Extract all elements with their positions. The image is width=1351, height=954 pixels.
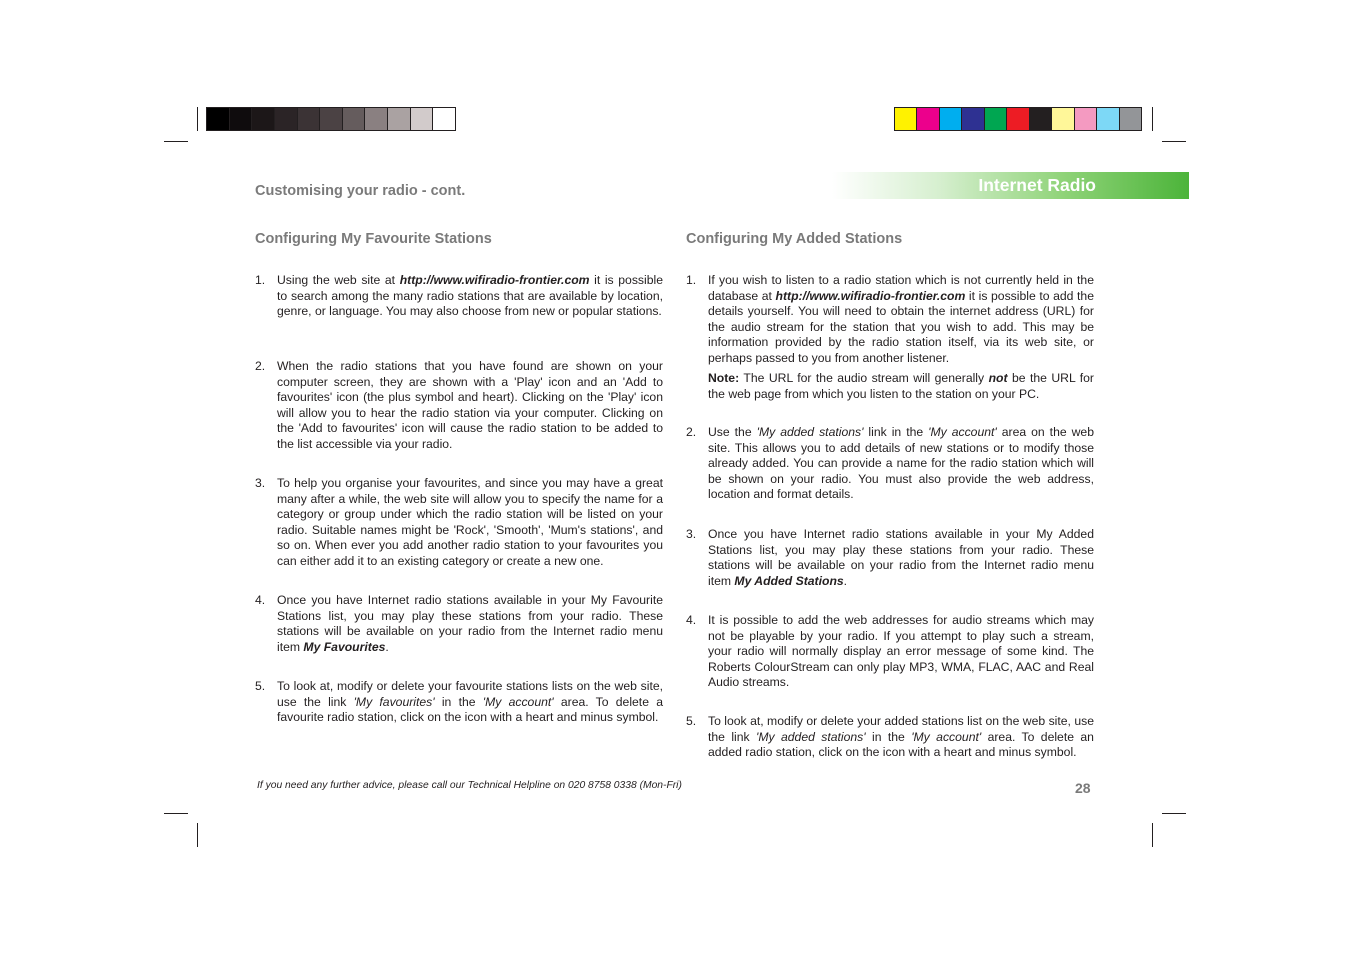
colour-swatch (274, 108, 297, 130)
item-number: 5. (255, 679, 266, 693)
item-text: If you wish to listen to a radio station which is not currently held in the database at http://www.wifiradio-frontier.com it is possible to add the details yourself. You will need to obtain the internet address (URL) for the audio stream for the station that you wish to add. This may be information provided by the radio station itself, via its web site, or perhaps passed to you from another listener. (708, 273, 1094, 365)
web-link[interactable]: http://www.wifiradio-frontier.com (775, 288, 966, 303)
item-number: 3. (255, 476, 266, 490)
menu-item-name: My Favourites (303, 639, 386, 654)
colour-swatch (410, 108, 433, 130)
colour-swatch (387, 108, 410, 130)
crop-mark (1162, 141, 1186, 142)
colour-swatch (1006, 108, 1028, 130)
colour-swatch (1051, 108, 1073, 130)
item-text: To look at, modify or delete your added stations list on the web site, use the link 'My added stations' in the 'My account' area. To delete an added radio station, click on the icon with a heart and minus symbol. (708, 714, 1094, 759)
crop-mark (1152, 823, 1153, 847)
crop-mark (1162, 813, 1186, 814)
crop-mark (1152, 107, 1153, 131)
list-item (255, 359, 663, 452)
crop-mark (197, 107, 198, 131)
item-number: 4. (686, 613, 697, 627)
item-text: To look at, modify or delete your favourite stations lists on the web site, use the link 'My favourites' in the 'My account' area. To delete a favourite radio station, click on the icon with a heart and minus symbol. (277, 679, 663, 724)
colour-swatch (297, 108, 320, 130)
item-number: 2. (686, 425, 697, 439)
greyscale-calibration-bar (206, 107, 456, 131)
menu-item-name: My Added Stations (734, 573, 844, 588)
colour-swatch (1119, 108, 1141, 130)
colour-swatch (916, 108, 938, 130)
item-text: Once you have Internet radio stations available in your My Favourite Stations list, you may play these stations from your radio. These stations will be available on your radio from the Internet radio menu item My Favourites. (277, 593, 663, 654)
list-item (686, 527, 1094, 589)
note-text: Note: The URL for the audio stream will generally not be the URL for the web page from which you listen to the station on your PC. (708, 371, 1094, 401)
item-number: 1. (686, 273, 697, 287)
colour-swatch (961, 108, 983, 130)
crop-mark (197, 823, 198, 847)
web-link[interactable]: http://www.wifiradio-frontier.com (399, 273, 590, 287)
item-number: 1. (255, 273, 266, 287)
list-item (686, 714, 1094, 761)
colour-swatch (895, 108, 916, 130)
added-stations-heading: Configuring My Added Stations (686, 231, 903, 247)
item-number: 2. (255, 359, 266, 373)
chapter-title: Internet Radio (978, 175, 1096, 195)
page-number: 28 (1075, 780, 1091, 796)
colour-swatch (984, 108, 1006, 130)
colour-swatch (1096, 108, 1118, 130)
list-item (255, 679, 663, 726)
item-text: Once you have Internet radio stations available in your My Added Stations list, you may play these stations from your radio. These stations will be available on your radio from the Internet radio menu item My Added Stations. (708, 527, 1094, 588)
item-text: When the radio stations that you have found are shown on your computer screen, they are shown with a 'Play' icon and an 'Add to favourites' icon (the plus symbol and heart). Clicking on the 'Play' icon will allow you to hear the radio station via your computer. Clicking on the 'Add to favourites' icon will cause the radio station to be added to the list accessible via your radio. (277, 359, 663, 451)
colour-swatch (1029, 108, 1051, 130)
list-item (255, 593, 663, 655)
section-title: Customising your radio - cont. (255, 183, 466, 199)
item-text: It is possible to add the web addresses for audio streams which may not be playable by your radio. If you attempt to play such a stream, your radio will normally display an error message of some kind. The Roberts ColourStream can only play MP3, WMA, FLAC, AAC and Real Audio streams. (708, 613, 1094, 689)
colour-swatch (207, 108, 229, 130)
crop-mark (164, 141, 188, 142)
list-item (686, 425, 1094, 503)
list-item (686, 273, 1094, 402)
list-item (255, 476, 663, 569)
item-number: 3. (686, 527, 697, 541)
item-number: 5. (686, 714, 697, 728)
item-number: 4. (255, 593, 266, 607)
list-item (255, 273, 663, 320)
colour-swatch (319, 108, 342, 130)
colour-swatch (342, 108, 365, 130)
colour-swatch (364, 108, 387, 130)
favourites-heading: Configuring My Favourite Stations (255, 231, 492, 247)
colour-swatch (1074, 108, 1096, 130)
colour-swatch (432, 108, 455, 130)
item-text: To help you organise your favourites, and since you may have a great many after a while, the web site will allow you to specify the name for a category or group under which the radio station will be listed on your radio. Suitable names might be 'Rock', 'Smooth', 'Mum's stations', and so on. When ever you add another radio station to your favourites you can either add it to an existing category or create a new one. (277, 476, 663, 568)
crop-mark (164, 813, 188, 814)
colour-swatch (939, 108, 961, 130)
chapter-banner (832, 172, 1189, 199)
list-item (686, 613, 1094, 691)
item-text: Use the 'My added stations' link in the 'My account' area on the web site. This allows you to add details of new stations or to modify those already added. You can provide a name for the radio station which will be shown on your radio. You must also provide the web address, location and format details. (708, 425, 1094, 501)
helpline-note: If you need any further advice, please call our Technical Helpline on 020 8758 0338 (Mon-Fri) (257, 780, 682, 791)
colour-swatch (251, 108, 274, 130)
colour-swatch (229, 108, 252, 130)
item-text: Using the web site at http://www.wifiradio-frontier.com it is possible to search among the many radio stations that are available by location, genre, or language. You may also choose from new or popular stations. (277, 273, 663, 318)
colour-calibration-bar (894, 107, 1142, 131)
